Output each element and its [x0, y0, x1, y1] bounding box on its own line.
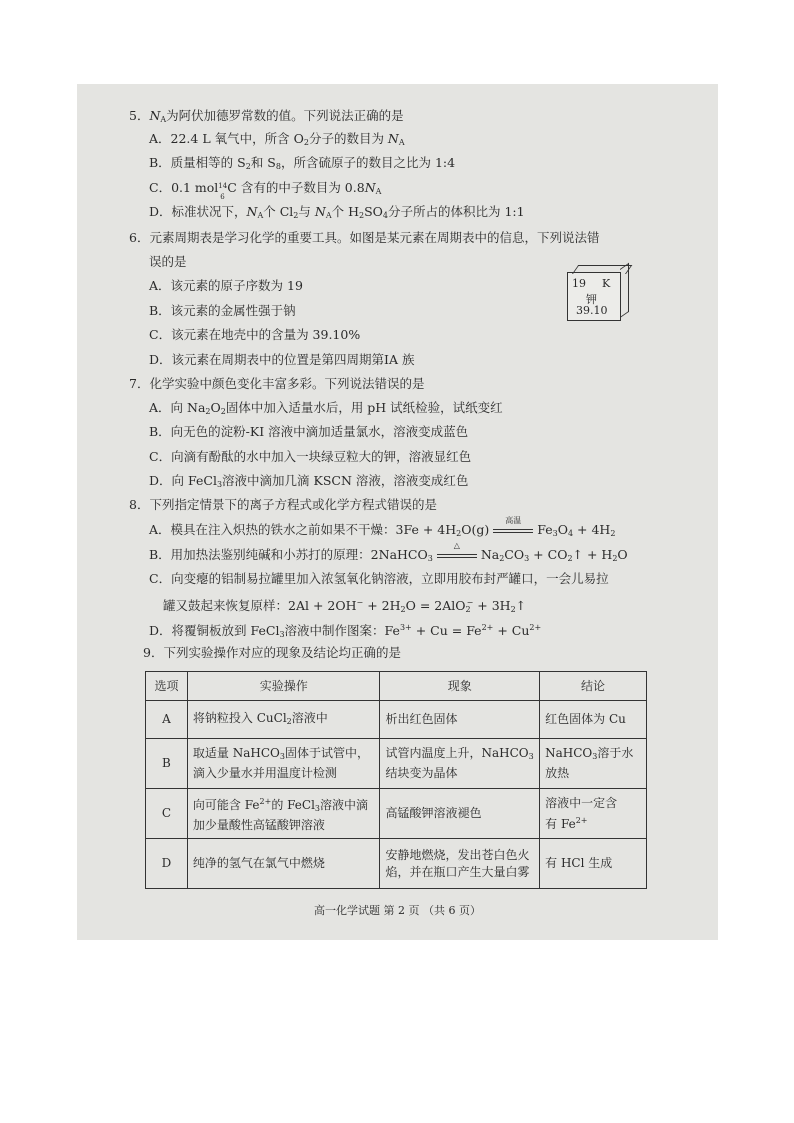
row-operation: 向可能含 $Fe^{2+}$的 FeCl$_3$溶液中滴 加少量酸性高锰酸钾溶液 — [187, 789, 380, 839]
header-phenomenon: 现象 — [380, 672, 540, 701]
page-footer: 高一化学试题 第 2 页 （共 6 页） — [314, 904, 481, 917]
question-7-option-a: A．向 $Na_2O_2$固体中加入适量水后，用 pH 试纸检验，试纸变红 — [149, 400, 503, 416]
experiment-table — [145, 671, 647, 889]
reaction-condition-heat: △ — [453, 541, 460, 550]
question-6-option-d: D．该元素在周期表中的位置是第四周期第ⅠA 族 — [149, 352, 415, 367]
header-operation: 实验操作 — [187, 672, 380, 701]
reaction-condition: 高温 — [505, 516, 522, 525]
header-conclusion: 结论 — [540, 672, 647, 701]
element-number: 19 — [572, 277, 586, 290]
question-7-stem: 7．化学实验中颜色变化丰富多彩。下列说法错误的是 — [129, 376, 425, 391]
row-conclusion: NaHCO$_3$溶于水 放热 — [540, 739, 647, 789]
exam-page — [77, 84, 718, 940]
row-phenomenon: 安静地燃烧，发出苍白色火 焰，并在瓶口产生大量白雾 — [380, 839, 540, 889]
question-7-option-b: B．向无色的淀粉-KI 溶液中滴加适量氯水，溶液变成蓝色 — [149, 424, 469, 439]
question-8-option-c: C．向变瘪的铝制易拉罐里加入浓氢氧化钠溶液，立即用胶布封严罐口，一会儿易拉 — [149, 571, 609, 586]
question-7-option-d: D．向 FeCl$_3$溶液中滴加几滴 KSCN 溶液，溶液变成红色 — [149, 473, 469, 489]
row-option: B — [146, 739, 188, 789]
element-cell-potassium — [567, 272, 621, 321]
row-conclusion: 有 HCl 生成 — [540, 839, 647, 889]
table-row — [146, 839, 647, 889]
row-conclusion: 溶液中一定含 有 $Fe^{2+}$ — [540, 789, 647, 839]
row-operation: 纯净的氢气在氯气中燃烧 — [187, 839, 380, 889]
question-5-option-c: C．0.1 mol 14 6 C 含有的中子数目为 $0.8N_A$ — [149, 180, 382, 201]
element-symbol: K — [602, 277, 611, 290]
question-5-stem: 5．$N_A$为阿伏加德罗常数的值。下列说法正确的是 — [129, 108, 404, 124]
row-operation: 将钠粒投入 CuCl$_2$溶液中 — [187, 701, 380, 739]
question-6-option-a: A．该元素的原子序数为 19 — [149, 278, 303, 293]
row-operation: 取适量 NaHCO$_3$固体于试管中， 滴入少量水并用温度计检测 — [187, 739, 380, 789]
question-8-option-d: D．将覆铜板放到 FeCl$_3$溶液中制作图案：$Fe^{3+} + Cu = Fe^{2+} + Cu^{2+}$ — [149, 623, 542, 639]
row-phenomenon: 高锰酸钾溶液褪色 — [380, 789, 540, 839]
question-6-stem-cont: 误的是 — [149, 254, 187, 269]
table-row — [146, 701, 647, 739]
question-5-option-a: A．22.4 L 氧气中，所含 $O_2$分子的数目为 $N_A$ — [149, 131, 405, 147]
table-row — [146, 739, 647, 789]
question-8-option-a: A．模具在注入炽热的铁水之前如果不干燥：$3Fe + 4H_2O(g)$ 高温 $Fe_3O_4 + 4H_2$ — [149, 522, 615, 542]
question-8-option-b: B．用加热法鉴别纯碱和小苏打的原理：2NaHCO$_3$ △ $Na_2CO_3$ + $CO_2↑ + H_2O$ — [149, 547, 628, 567]
question-6-stem: 6．元素周期表是学习化学的重要工具。如图是某元素在周期表中的信息，下列说法错 — [129, 230, 600, 245]
question-5-option-b: B．质量相等的 $S_2$和 $S_8$，所含硫原子的数目之比为 1:4 — [149, 155, 456, 171]
table-row — [146, 789, 647, 839]
header-option: 选项 — [146, 672, 188, 701]
row-option: A — [146, 701, 188, 739]
row-phenomenon: 析出红色固体 — [380, 701, 540, 739]
question-8-option-c-cont: 罐又鼓起来恢复原样：$2Al + 2OH^- + 2H_2O = 2AlO_2^-$ + $3H_2↑$ — [163, 598, 527, 614]
row-phenomenon: 试管内温度上升，NaHCO$_3$ 结块变为晶体 — [380, 739, 540, 789]
element-name: 钾 — [586, 293, 597, 306]
question-6-option-c: C．该元素在地壳中的含量为 39.10% — [149, 327, 361, 342]
question-8-stem: 8．下列指定情景下的离子方程式或化学方程式错误的是 — [129, 497, 437, 512]
row-option: D — [146, 839, 188, 889]
element-mass: 39.10 — [576, 304, 608, 317]
table-header-row — [146, 672, 647, 701]
row-conclusion: 红色固体为 Cu — [540, 701, 647, 739]
question-6-option-b: B．该元素的金属性强于钠 — [149, 303, 296, 318]
question-9-stem: 9．下列实验操作对应的现象及结论均正确的是 — [143, 645, 401, 660]
question-7-option-c: C．向滴有酚酞的水中加入一块绿豆粒大的钾，溶液显红色 — [149, 449, 472, 464]
question-5-option-d: D．标准状况下，$N_A$个 $Cl_2$与 $N_A$个 $H_2SO_4$分子所占的体积比为 1:1 — [149, 204, 525, 220]
row-option: C — [146, 789, 188, 839]
